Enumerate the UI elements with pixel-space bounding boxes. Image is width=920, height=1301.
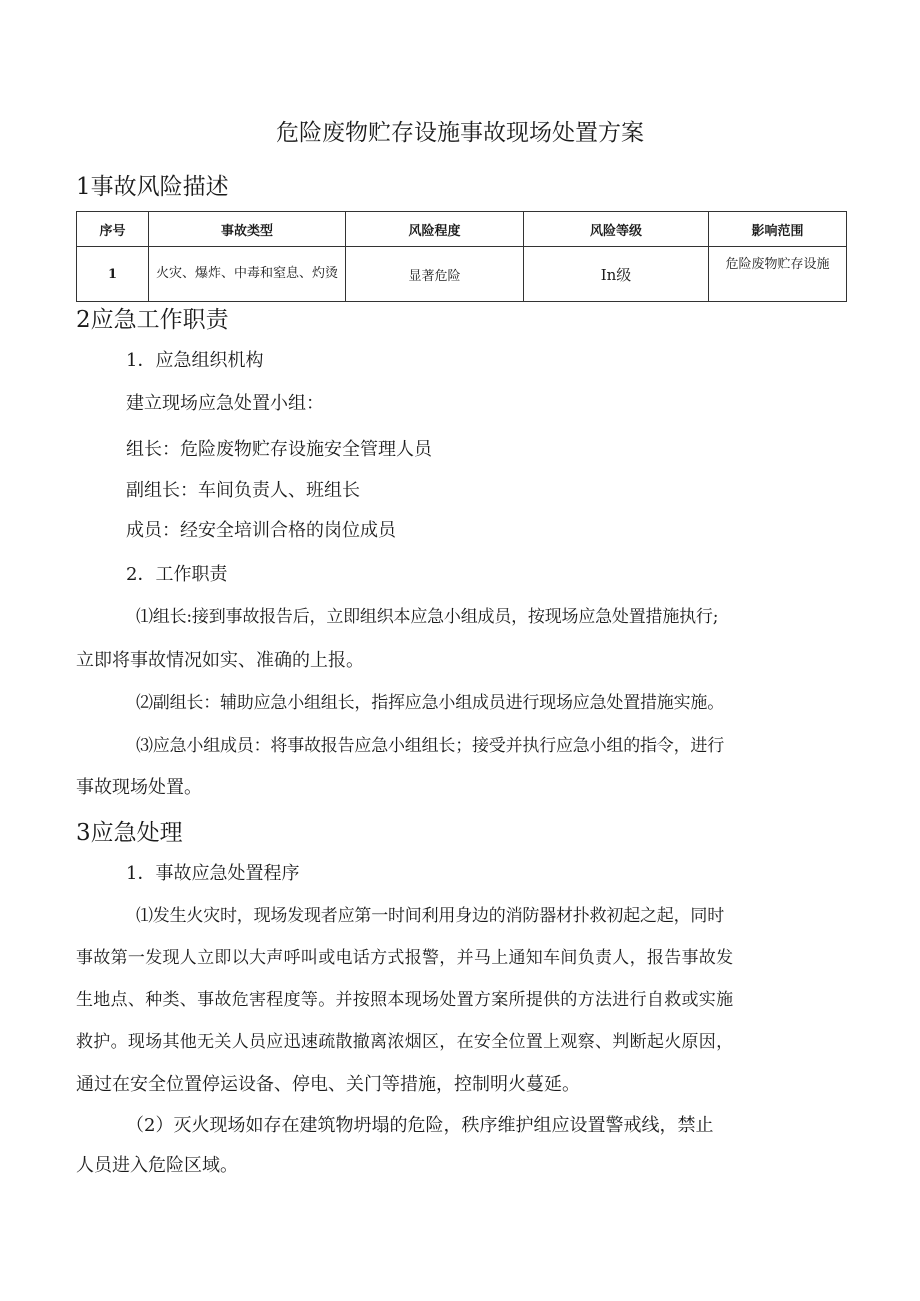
cell-no: 1 xyxy=(77,247,149,302)
org-members: 成员：经安全培训合格的岗位成员 xyxy=(126,520,396,541)
section-1-heading: 1事故风险描述 xyxy=(76,174,229,200)
org-deputy: 副组长：车间负责人、班组长 xyxy=(126,480,360,501)
duty-deputy: ⑵副组长：辅助应急小组组长，指挥应急小组成员进行现场应急处置措施实施。 xyxy=(136,693,724,713)
duty-leader-line-2: 立即将事故情况如实、准确的上报。 xyxy=(76,650,364,671)
procedure-p1-line-5: 通过在安全位置停运设备、停电、关门等措施，控制明火蔓延。 xyxy=(76,1074,580,1095)
subheading-organization: 1．应急组织机构 xyxy=(126,350,264,371)
cell-level: In级 xyxy=(524,247,709,302)
section-2-heading: 2应急工作职责 xyxy=(76,307,229,333)
subheading-procedure: 1．事故应急处置程序 xyxy=(126,863,300,884)
header-level: 风险等级 xyxy=(524,212,709,247)
header-type: 事故类型 xyxy=(149,212,346,247)
table-header-row xyxy=(77,212,847,247)
procedure-p1-line-3: 生地点、种类、事故危害程度等。并按照本现场处置方案所提供的方法进行自救或实施 xyxy=(76,990,734,1010)
header-scope: 影响范围 xyxy=(709,212,847,247)
org-leader: 组长：危险废物贮存设施安全管理人员 xyxy=(126,439,432,460)
cell-scope: 危险废物贮存设施 xyxy=(709,247,847,302)
duty-members-line-1: ⑶应急小组成员：将事故报告应急小组组长；接受并执行应急小组的指令，进行 xyxy=(136,736,724,756)
duty-leader-line-1: ⑴组长:接到事故报告后，立即组织本应急小组成员，按现场应急处置措施执行; xyxy=(136,607,719,627)
procedure-p1-line-2: 事故第一发现人立即以大声呼叫或电话方式报警，并马上通知车间负责人，报告事故发 xyxy=(76,948,734,968)
section-3-heading: 3应急处理 xyxy=(76,820,183,846)
cell-degree: 显著危险 xyxy=(346,247,524,302)
table-row xyxy=(77,247,847,302)
cell-type: 火灾、爆炸、中毒和窒息、灼烫 xyxy=(149,247,346,302)
procedure-p1-line-4: 救护。现场其他无关人员应迅速疏散撤离浓烟区，在安全位置上观察、判断起火原因， xyxy=(76,1032,734,1052)
risk-table xyxy=(76,211,847,302)
duty-members-line-2: 事故现场处置。 xyxy=(76,777,202,798)
page-title: 危险废物贮存设施事故现场处置方案 xyxy=(276,120,644,146)
header-no: 序号 xyxy=(77,212,149,247)
procedure-p2-line-1: （2）灭火现场如存在建筑物坍塌的危险，秩序维护组应设置警戒线，禁止 xyxy=(126,1115,714,1136)
header-degree: 风险程度 xyxy=(346,212,524,247)
org-intro: 建立现场应急处置小组： xyxy=(126,393,324,414)
procedure-p1-line-1: ⑴发生火灾时，现场发现者应第一时间利用身边的消防器材扑救初起之起，同时 xyxy=(136,906,724,926)
procedure-p2-line-2: 人员进入危险区域。 xyxy=(76,1155,238,1176)
subheading-duties: 2．工作职责 xyxy=(126,564,228,585)
